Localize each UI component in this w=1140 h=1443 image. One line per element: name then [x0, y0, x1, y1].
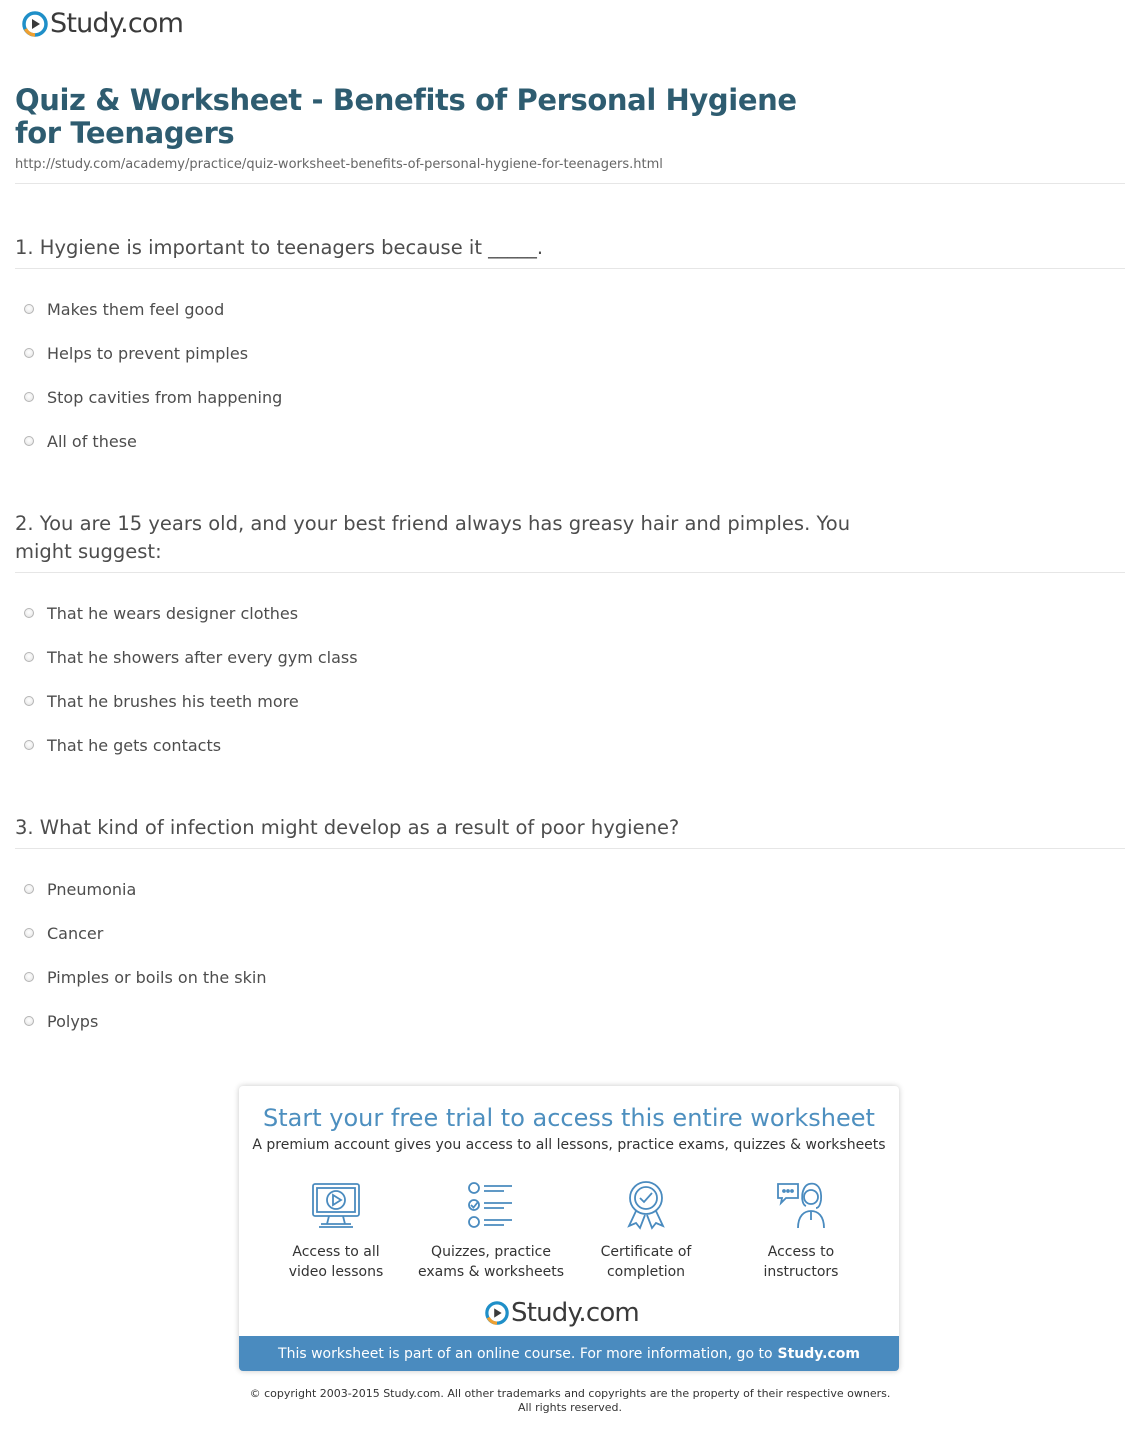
course-info-banner — [239, 1336, 899, 1371]
answer-label: Makes them feel good — [47, 299, 225, 319]
answer-label: Cancer — [47, 923, 104, 943]
divider — [15, 183, 1125, 184]
divider — [15, 268, 1125, 269]
feature-quizzes — [416, 1180, 566, 1282]
radio-button[interactable] — [24, 884, 34, 894]
radio-button[interactable] — [24, 436, 34, 446]
radio-button[interactable] — [24, 696, 34, 706]
copyright-text: © copyright 2003-2015 Study.com. All other trademarks and copyrights are the property of their respective owners. — [249, 1387, 891, 1400]
question-text: 2. You are 15 years old, and your best friend always has greasy hair and pimples. You might suggest: — [15, 512, 851, 563]
instructor-chat-icon — [776, 1180, 826, 1230]
logo-text: Study.com — [50, 8, 184, 39]
checklist-icon — [466, 1180, 516, 1230]
radio-button[interactable] — [24, 972, 34, 982]
answer-option[interactable] — [15, 911, 1125, 955]
answer-option[interactable] — [15, 591, 1125, 635]
banner-text: This worksheet is part of an online course. For more information, go to — [278, 1345, 773, 1362]
radio-button[interactable] — [24, 348, 34, 358]
answer-label: Helps to prevent pimples — [47, 343, 249, 363]
answer-label: That he gets contacts — [47, 735, 222, 755]
page-url: http://study.com/academy/practice/quiz-worksheet-benefits-of-personal-hygiene-for-teenagers.html — [15, 157, 663, 172]
feature-label: Certificate of completion — [600, 1244, 692, 1280]
answer-option[interactable] — [15, 999, 1125, 1043]
feature-label: Access to instructors — [763, 1244, 839, 1280]
answer-option[interactable] — [15, 635, 1125, 679]
question-text: 1. Hygiene is important to teenagers because it _____. — [15, 236, 544, 259]
answer-label: That he brushes his teeth more — [47, 691, 299, 711]
study-com-link[interactable]: Study.com — [777, 1345, 860, 1362]
radio-button[interactable] — [24, 608, 34, 618]
answer-option[interactable] — [15, 955, 1125, 999]
promo-title[interactable]: Start your free trial to access this entire worksheet — [263, 1104, 875, 1132]
feature-instructors — [726, 1180, 876, 1282]
feature-certificate — [571, 1180, 721, 1282]
question-text: 3. What kind of infection might develop as a result of poor hygiene? — [15, 816, 680, 839]
answer-option[interactable] — [15, 287, 1125, 331]
answer-option[interactable] — [15, 331, 1125, 375]
answer-label: That he wears designer clothes — [47, 603, 299, 623]
question-1 — [15, 234, 1125, 463]
award-ribbon-icon — [621, 1180, 671, 1230]
answer-label: Pneumonia — [47, 879, 137, 899]
radio-button[interactable] — [24, 1016, 34, 1026]
radio-button[interactable] — [24, 928, 34, 938]
radio-button[interactable] — [24, 740, 34, 750]
logo-text: Study.com — [511, 1298, 639, 1328]
answer-option[interactable] — [15, 375, 1125, 419]
answer-label: Stop cavities from happening — [47, 387, 283, 407]
answer-options — [15, 591, 1125, 767]
radio-button[interactable] — [24, 304, 34, 314]
answer-option[interactable] — [15, 419, 1125, 463]
radio-button[interactable] — [24, 392, 34, 402]
feature-label: Access to all video lessons — [288, 1244, 384, 1280]
answer-options — [15, 287, 1125, 463]
study-com-play-icon — [22, 11, 48, 37]
page-title: Quiz & Worksheet - Benefits of Personal Hygiene for Teenagers — [15, 83, 797, 150]
promo-study-com-logo[interactable] — [485, 1298, 639, 1328]
footer — [0, 1387, 1140, 1415]
answer-option[interactable] — [15, 867, 1125, 911]
divider — [15, 848, 1125, 849]
study-com-play-icon — [485, 1301, 509, 1325]
question-2 — [15, 510, 1125, 767]
answer-label: All of these — [47, 431, 137, 451]
answer-options — [15, 867, 1125, 1043]
feature-video-lessons — [261, 1180, 411, 1282]
feature-label: Quizzes, practice exams & worksheets — [417, 1244, 565, 1280]
answer-option[interactable] — [15, 679, 1125, 723]
divider — [15, 572, 1125, 573]
video-monitor-icon — [311, 1180, 361, 1230]
answer-option[interactable] — [15, 723, 1125, 767]
answer-label: Polyps — [47, 1011, 99, 1031]
study-com-logo[interactable] — [22, 8, 183, 39]
free-trial-promo — [239, 1086, 899, 1371]
question-3 — [15, 814, 1125, 1043]
promo-subtitle: A premium account gives you access to all lessons, practice exams, quizzes & worksheets — [252, 1137, 886, 1153]
rights-text: All rights reserved. — [517, 1401, 623, 1414]
radio-button[interactable] — [24, 652, 34, 662]
answer-label: Pimples or boils on the skin — [47, 967, 267, 987]
answer-label: That he showers after every gym class — [47, 647, 358, 667]
